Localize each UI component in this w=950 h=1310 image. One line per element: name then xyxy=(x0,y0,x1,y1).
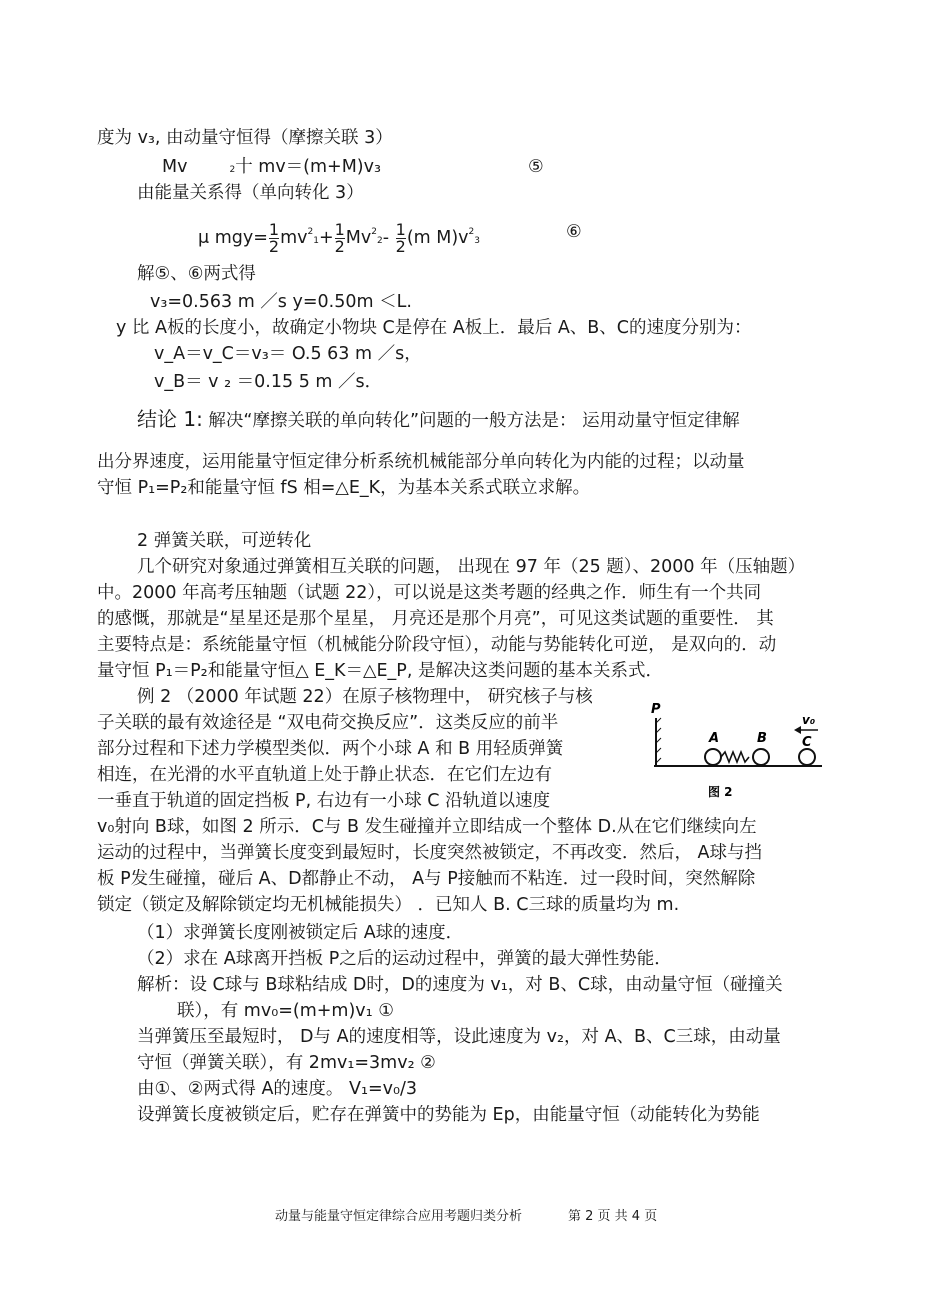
text-line: 当弹簧压至最短时， D与 A的速度相等，设此速度为 v₂，对 A、B、C三球，由动量 xyxy=(137,1027,781,1047)
text-line: 例 2 （2000 年试题 22）在原子核物理中， 研究核子与核 xyxy=(137,687,593,707)
ball-b xyxy=(753,749,769,765)
question-1: （1）求弹簧长度刚被锁定后 A球的速度． xyxy=(137,923,464,943)
arrow-left-icon xyxy=(794,726,801,734)
text-line: v₃=0.563 m ／s y=0.50m ＜L. xyxy=(150,292,412,312)
text-line: 由①、②两式得 A的速度。 V₁=v₀/3 xyxy=(137,1079,418,1099)
text-line: 一垂直于轨道的固定挡板 P, 右边有一小球 C 沿轨道以速度 xyxy=(97,791,551,811)
text-line: 出分界速度，运用能量守恒定律分析系统机械能部分单向转化为内能的过程；以动量 xyxy=(97,452,745,472)
figure-2 xyxy=(648,696,828,806)
eq-term: Mv xyxy=(162,157,188,177)
text-line: y 比 A板的长度小，故确定小物块 C是停在 A板上．最后 A、B、C的速度分别为： xyxy=(116,318,752,338)
text-line: 解析：设 C球与 B球粘结成 D时，D的速度为 v₁，对 B、C球，由动量守恒（碰撞关 xyxy=(137,975,783,995)
text-line: 几个研究对象通过弹簧相互关联的问题， 出现在 97 年（25 题）、2000 年（压轴题） xyxy=(137,557,806,577)
equation-number: ⑤ xyxy=(528,157,544,177)
text-line: v_A＝v_C＝v₃＝ O.5 63 m ／s， xyxy=(154,344,422,364)
conclusion-label: 结论 1: xyxy=(137,407,203,431)
figure-label-a: A xyxy=(709,731,720,746)
text-line: 相连，在光滑的水平直轨道上处于静止状态．在它们左边有 xyxy=(97,765,552,785)
text-line: 由能量关系得（单向转化 3） xyxy=(137,183,364,203)
figure-label-p: P xyxy=(651,702,661,717)
question-2: （2）求在 A球离开挡板 P之后的运动过程中，弹簧的最大弹性势能． xyxy=(137,949,672,969)
text-line: 锁定（锁定及解除锁定均无机械能损失） ．已知人 B. C三球的质量均为 m. xyxy=(97,895,680,915)
text-line: 中。2000 年高考压轴题（试题 22），可以说是这类考题的经典之作．师生有一个共同 xyxy=(97,583,762,603)
text-line: 主要特点是：系统能量守恒（机械能分阶段守恒），动能与势能转化可逆， 是双向的．动 xyxy=(97,635,777,655)
conclusion xyxy=(137,405,740,435)
figure-label-v0: v₀ xyxy=(802,713,816,727)
text-line: v₀射向 B球，如图 2 所示．C与 B 发生碰撞并立即结成一个整体 D.从在它们继续向左 xyxy=(97,817,757,837)
footer-title: 动量与能量守恒定律综合应用考题归类分析 xyxy=(275,1209,523,1224)
figure-caption: 图 2 xyxy=(708,785,733,799)
text-line: v_B＝ v ₂ ＝0.15 5 m ／s． xyxy=(154,372,383,392)
ball-c xyxy=(799,749,815,765)
ball-a xyxy=(705,749,721,765)
equation-6: μ $mgy=\frac{1}{2}mv^21+\frac{1}{2}Mv^22- \frac{1}{2}(m$ $M)v^23$ xyxy=(198,219,481,256)
equation-5: Mv 2十 mv＝(m+M)v₃ xyxy=(162,157,382,177)
text-line: 的感慨，那就是“星星还是那个星星， 月亮还是那个月亮”，可见这类试题的重要性． 其 xyxy=(97,609,774,629)
figure-label-b: B xyxy=(757,731,767,746)
page-number: 第 2 页 共 4 页 xyxy=(568,1209,658,1224)
text-line: 守恒 P₁=P₂和能量守恒 fS 相=△E_K，为基本关系式联立求解。 xyxy=(97,478,591,498)
text-line: 量守恒 P₁＝P₂和能量守恒△ E_K＝△E_P, 是解决这类问题的基本关系式． xyxy=(97,661,663,681)
equation-number: ⑥ xyxy=(566,222,582,242)
spring xyxy=(721,752,749,762)
text-line: 度为 v₃, 由动量守恒得（摩擦关联 3） xyxy=(97,128,393,148)
text-line: 联），有 mv₀=(m+m)v₁ ① xyxy=(177,1001,394,1021)
text-line: 子关联的最有效途径是 “双电荷交换反应”．这类反应的前半 xyxy=(97,713,559,733)
text-line: 解⑤、⑥两式得 xyxy=(137,264,256,284)
section-title: 2 弹簧关联，可逆转化 xyxy=(137,531,312,551)
conclusion-text: 解决“摩擦关联的单向转化”问题的一般方法是： 运用动量守恒定律解 xyxy=(208,411,740,431)
figure-label-c: C xyxy=(802,735,812,750)
text-line: 板 P发生碰撞，碰后 A、D都静止不动， A与 P接触而不粘连．过一段时间，突然解除 xyxy=(97,869,756,889)
text-line: 设弹簧长度被锁定后，贮存在弹簧中的势能为 Ep，由能量守恒（动能转化为势能 xyxy=(137,1105,760,1125)
eq-term: 十 mv＝(m+M)v₃ xyxy=(235,157,382,177)
text-line: 守恒（弹簧关联），有 2mv₁=3mv₂ ② xyxy=(137,1053,436,1073)
text-line: 运动的过程中，当弹簧长度变到最短时，长度突然被锁定，不再改变．然后， A球与挡 xyxy=(97,843,763,863)
text-line: 部分过程和下述力学模型类似．两个小球 A 和 B 用轻质弹簧 xyxy=(97,739,564,759)
